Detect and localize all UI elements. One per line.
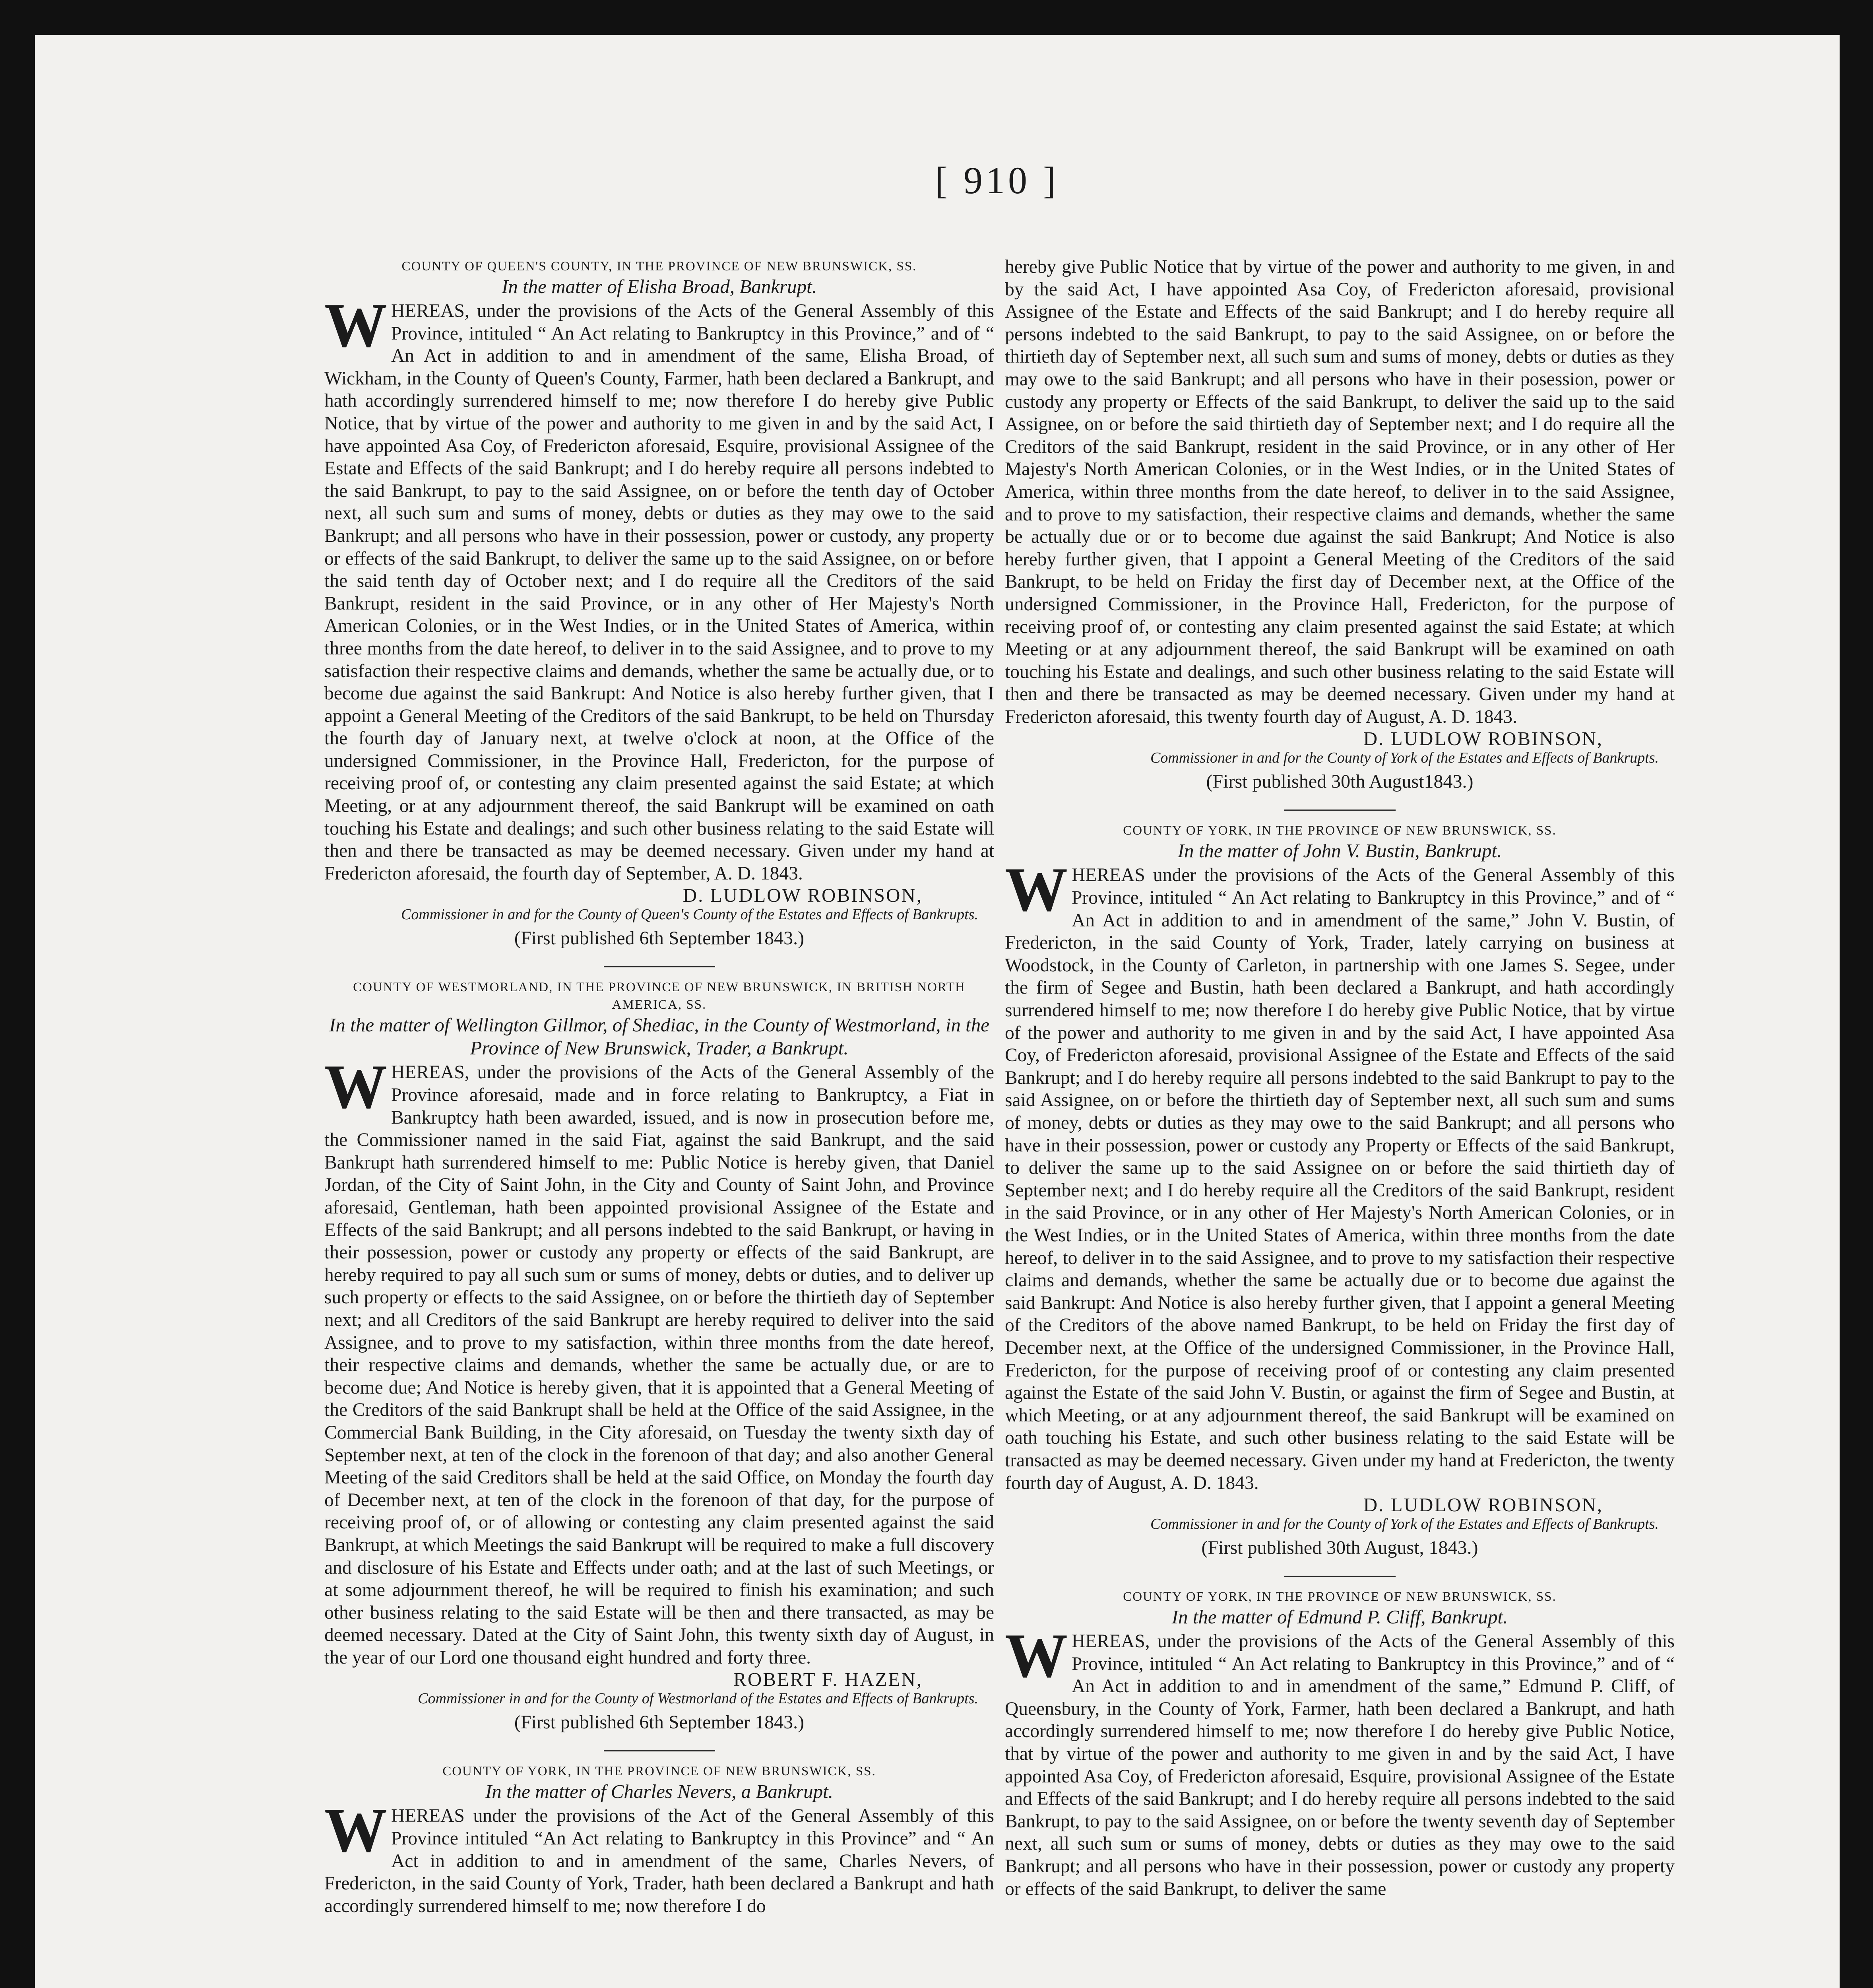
signature-name: D. LUDLOW ROBINSON, <box>1363 728 1603 750</box>
right-column <box>1005 256 1675 1988</box>
drop-cap: W <box>1005 855 1068 925</box>
signature-title: Commissioner in and for the County of York of the Estates and Effects of Bankrupts. <box>1150 1516 1659 1533</box>
notice-matter: In the matter of Edmund P. Cliff, Bankrupt. <box>1171 1606 1508 1628</box>
notice-heading: COUNTY OF YORK, IN THE PROVINCE OF NEW BRUNSWICK, SS. <box>1123 1590 1557 1604</box>
notice-body-text: HEREAS, under the provisions of the Acts of the General Assembly of the Province aforesaid, made and in force relating to Bankruptcy, a Fiat in Bankruptcy hath been awarded, issued, and is now in prosecution before me, the Commissioner named in the said Fiat, against the said Bankrupt, and the said Bankrupt hath surrendered himself to me: Public Notice is hereby given, that Daniel Jordan, of the City of Saint John, in the City and County of Saint John, and Province aforesaid, Gentleman, hath been appointed provisional Assignee of the Estate and Effects of the said Bankrupt; and all persons indebted to the said Bankrupt, or having in their possession, power or custody any property or effects of the said Bankrupt, are hereby required to pay all such sum or sums of money, debts or duties, and to deliver up such property or effects to the said Assignee, on or before the thirtieth day of September next; and all Creditors of the said Bankrupt are hereby required to deliver into the said Assignee, and to prove to my satisfaction, within three months from the date hereof, their respective claims and demands, whether the same be actually due, or are to become due; And Notice is hereby given, that it is appointed that a General Meeting of the Creditors of the said Bankrupt shall be held at the Office of the said Assignee, in the Commercial Bank Building, in the City aforesaid, on Tuesday the twenty sixth day of September next, at ten of the clock in the forenoon of that day; and also another General Meeting of the said Creditors shall be held at the said Office, on Monday the fourth day of December next, at ten of the clock in the forenoon of that day, for the purpose of receiving proof of, or of allowing or contesting any claim presented against the said Bankrupt, at which Meetings the said Bankrupt will be required to make a full discovery and disclosure of his Estate and Effects under oath; and at the last of such Meetings, or at some adjournment thereof, he will be required to finish his examination; and such other business relating to the said Estate will be then and there transacted, as may be deemed necessary. Dated at the City of Saint John, this twenty sixth day of August, in the year of our Lord one thousand eight hundred and forty three. <box>324 1062 994 1668</box>
notice-edmund-cliff <box>1005 1588 1675 1900</box>
first-published: (First published 30th August1843.) <box>1206 771 1474 792</box>
notice-matter: In the matter of Charles Nevers, a Bankrupt. <box>485 1780 834 1803</box>
notice-charles-nevers-continued <box>1005 256 1675 794</box>
notice-john-bustin <box>1005 822 1675 1561</box>
notice-body <box>324 1796 994 1917</box>
notice-body-text: HEREAS under the provisions of the Acts of the General Assembly of this Province, intituled “ An Act relating to Bankruptcy in this Province,” and of “ An Act in addition to and in amendment of the same,” John V. Bustin, of Fredericton, in the said County of York, Trader, lately carrying on business at Woodstock, in the County of Carleton, in partnership with one James S. Segee, under the firm of Segee and Bustin, hath been declared a Bankrupt, and hath accordingly surrendered himself to me; now therefore I do hereby give Public Notice, that by virtue of the power and authority to me given in and by the said Act, I have appointed Asa Coy, of Fredericton aforesaid, provisional Assignee of the Estate and Effects of the said Bankrupt; and I do hereby require all persons indebted to the said Bankrupt to pay to the said Assignee, on or before the thirtieth day of September next, all such sum and sums of money, debts or duties as they may owe to the said Bankrupt; and all persons who have in their possession, power or custody any Property or Effects of the said Bankrupt, to deliver the same up to the said Assignee on or before the said thirtieth day of September next; and I do hereby require all the Creditors of the said Bankrupt, resident in the said Province, or in any other of Her Majesty's North American Colonies, or in the West Indies, or in the United States of America, within three months from the date hereof, to deliver in to the said Assignee, and to prove to my satisfaction their respective claims and demands, whether the same be actually due or to become due against the said Bankrupt: And Notice is also hereby further given, that I appoint a general Meeting of the Creditors of the above named Bankrupt, to be held on Friday the first day of December next, at the Office of the undersigned Commissioner, in the Province Hall, Fredericton, for the purpose of receiving proof of or contesting any claim presented against the Estate of the said John V. Bustin, or against the firm of Segee and Bustin, at which Meeting, or at any adjournment thereof, the said Bankrupt will be examined on oath touching his Estate, and such other business relating to the said Estate will be transacted as may be deemed necessary. Given under my hand at Fredericton, the twenty fourth day of August, A. D. 1843. <box>1005 865 1675 1493</box>
notice-heading: COUNTY OF YORK, IN THE PROVINCE OF NEW BRUNSWICK, SS. <box>1123 823 1557 838</box>
notice-heading: COUNTY OF WESTMORLAND, IN THE PROVINCE OF NEW BRUNSWICK, IN BRITISH NORTH AMERICA, SS. <box>353 980 966 1012</box>
notice-heading: COUNTY OF QUEEN'S COUNTY, IN THE PROVINCE OF NEW BRUNSWICK, SS. <box>401 259 917 274</box>
notice-body-text: HEREAS under the provisions of the Act of the General Assembly of this Province intituled “An Act relating to Bankruptcy in this Province” and “ An Act in addition to and in amendment of the same, Charles Nevers, of Fredericton, in the said County of York, Trader, hath been declared a Bankrupt and hath accordingly surrendered himself to me; now therefore I do <box>324 1806 994 1916</box>
first-published: (First published 6th September 1843.) <box>514 1712 805 1733</box>
notice-matter: In the matter of John V. Bustin, Bankrupt. <box>1177 840 1502 862</box>
notice-elisha-broad <box>324 258 994 951</box>
signature-name: ROBERT F. HAZEN, <box>733 1668 923 1691</box>
drop-cap: W <box>324 1796 387 1866</box>
divider <box>1284 810 1396 811</box>
signature-title: Commissioner in and for the County of Queen's County of the Estates and Effects of Bankrupts. <box>401 906 978 923</box>
notice-body <box>1005 1621 1675 1900</box>
notice-matter: In the matter of Elisha Broad, Bankrupt. <box>502 276 817 297</box>
signature-title: Commissioner in and for the County of York of the Estates and Effects of Bankrupts. <box>1150 749 1659 767</box>
drop-cap: W <box>1005 1621 1068 1691</box>
notice-matter: In the matter of Wellington Gillmor, of Shediac, in the County of Westmorland, in the Province of New Brunswick, Trader, a Bankrupt. <box>329 1014 989 1059</box>
notice-wellington-gillmor <box>324 978 994 1735</box>
notice-heading: COUNTY OF YORK, IN THE PROVINCE OF NEW BRUNSWICK, SS. <box>442 1764 876 1779</box>
divider <box>1284 1576 1396 1577</box>
page-number: [ 910 ] <box>935 159 1059 202</box>
notice-body-text: hereby give Public Notice that by virtue of the power and authority to me given, in and by the said Act, I have appointed Asa Coy, of Fredericton aforesaid, provisional Assignee of the Estate and Effects of the said Bankrupt; and I do hereby require all persons indebted to the said Bankrupt, to pay to the said Assignee, on or before the thirtieth day of September next, all such sum and sums of money, debts or duties as they may owe to the said Bankrupt; and all persons who have in their posession, power or custody any property or Effects of the said Bankrupt, to deliver the said up to the said Assignee, on or before the said thirtieth day of September next; and I do require all the Creditors of the said Bankrupt, resident in the said Province, or in any other of Her Majesty's North American Colonies, or in the West Indies, or in the United States of America, within three months from the date hereof, to deliver in to the said Assignee, and to prove to my satisfaction, their respective claims and demands, whether the same be actually due or or to become due against the said Bankrupt; And Notice is also hereby further given, that I appoint a General Meeting of the Creditors of the said Bankrupt, to be held on Friday the first day of December next, at the Office of the undersigned Commissioner, in the Province Hall, Fredericton, for the purpose of receiving proof of, or contesting any claim presented against the said Estate; at which Meeting or at any adjournment thereof, the said Bankrupt will be examined on oath touching his Estate and dealings, and such other business relating to the said Estate will then and there be transacted as may be deemed necessary. Given under my hand at Fredericton aforesaid, this twenty fourth day of August, A. D. 1843. <box>1005 256 1675 727</box>
left-column <box>324 258 994 1988</box>
drop-cap: W <box>324 291 387 360</box>
signature-title: Commissioner in and for the County of Westmorland of the Estates and Effects of Bankrupts. <box>418 1690 978 1707</box>
drop-cap: W <box>324 1052 387 1122</box>
first-published: (First published 6th September 1843.) <box>514 928 805 949</box>
notice-body-text: HEREAS, under the provisions of the Acts of the General Assembly of this Province, intituled “ An Act relating to Bankruptcy in this Province,” and of “ An Act in addition to and in amendment of the same, Elisha Broad, of Wickham, in the County of Queen's County, Farmer, hath been declared a Bankrupt, and hath accordingly surrendered himself to me; now therefore I do hereby give Public Notice, that by virtue of the power and authority to me given in and by the said Act, I have appointed Asa Coy, of Fredericton aforesaid, Esquire, provisional Assignee of the Estate and Effects of the said Bankrupt; and I do hereby require all persons indebted to the said Bankrupt, to pay to the said Assignee, on or before the tenth day of October next, all such sum and sums of money, debts or duties as they may owe to the said Bankrupt; and all persons who have in their possession, power or custody, any property or effects of the said Bankrupt, to deliver the same up to the said Assignee, on or before the said tenth day of October next; and I do require all the Creditors of the said Bankrupt, resident in the said Province, or in any other of Her Majesty's North American Colonies, or in the West Indies, or in the United States of America, within three months from the date hereof, to deliver in to the said Assignee, and to prove to my satisfaction their respective claims and demands, whether the same be actually due, or to become due against the said Bankrupt: And Notice is also hereby further given, that I appoint a General Meeting of the Creditors of the said Bankrupt, to be held on Thursday the fourth day of January next, at twelve o'clock at noon, at the Office of the undersigned Commissioner, in the Province Hall, Fredericton, for the purpose of receiving proof of, or contesting any claim presented against the said Estate; at which Meeting, or at any adjournment thereof, the said Bankrupt will be examined on oath touching his Estate and dealings; and such other business relating to the said Estate will then and there be transacted as may be deemed necessary. Given under my hand at Fredericton aforesaid, the fourth day of September, A. D. 1843. <box>324 301 994 884</box>
divider <box>604 966 715 967</box>
document-page <box>35 35 1840 1988</box>
notice-charles-nevers <box>324 1763 994 1917</box>
divider <box>604 1750 715 1751</box>
notice-body-text: HEREAS, under the provisions of the Acts of the General Assembly of this Province, intituled “ An Act relating to Bankruptcy in this Province,” and of “ An Act in addition to and in amendment of the same,” Edmund P. Cliff, of Queensbury, in the County of York, Farmer, hath been declared a Bankrupt, and hath accordingly surrendered himself to me; now therefore I do hereby give Public Notice, that by virtue of the power and authority to me given in and by the said Act, I have appointed Asa Coy, of Fredericton aforesaid, Esquire, provisional Assignee of the Estate and Effects of the said Bankrupt; and I do hereby require all persons indebted to the said Bankrupt, to pay to the said Assignee, on or before the twenty seventh day of September next, all such sum or sums of money, debts or duties as they may owe to the said Bankrupt; and all persons who have in their possession, power or custody any property or effects of the said Bankrupt, to deliver the same <box>1005 1631 1675 1899</box>
signature-name: D. LUDLOW ROBINSON, <box>683 884 923 907</box>
first-published: (First published 30th August, 1843.) <box>1201 1537 1478 1559</box>
signature-name: D. LUDLOW ROBINSON, <box>1363 1494 1603 1516</box>
notice-body <box>1005 855 1675 1494</box>
notice-body <box>324 1052 994 1669</box>
notice-body <box>324 291 994 885</box>
